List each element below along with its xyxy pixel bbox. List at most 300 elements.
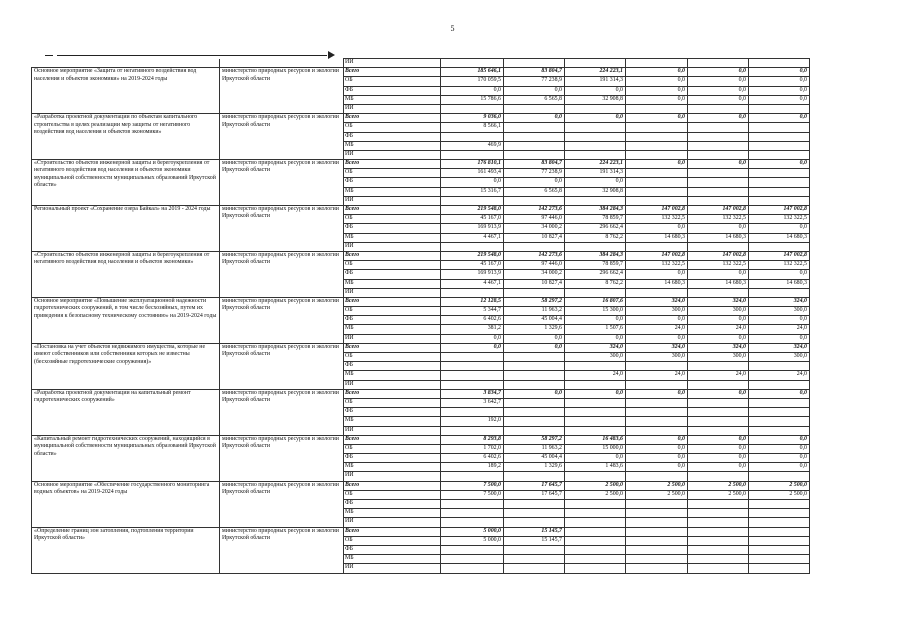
- amount-cell: 34 000,2: [504, 224, 565, 233]
- amount-cell: 0,0: [749, 68, 810, 77]
- amount-cell: 4 467,1: [441, 279, 504, 288]
- table-row: [32, 59, 810, 68]
- amount-cell: 0,0: [504, 86, 565, 95]
- amount-cell: 384 284,3: [565, 251, 626, 260]
- amount-cell: [441, 564, 504, 573]
- budget-table: [31, 58, 810, 574]
- amount-cell: 0,0: [749, 160, 810, 169]
- amount-cell: [441, 545, 504, 554]
- funding-source-code: ФБ: [344, 408, 441, 417]
- table-cell: [749, 59, 810, 68]
- funding-source-code: МБ: [344, 417, 441, 426]
- amount-cell: [504, 104, 565, 113]
- amount-cell: 142 273,6: [504, 206, 565, 215]
- amount-cell: [749, 288, 810, 297]
- amount-cell: [504, 545, 565, 554]
- amount-cell: [504, 426, 565, 435]
- funding-source-code: ИИ: [344, 518, 441, 527]
- amount-cell: [441, 150, 504, 159]
- responsible-organization: министерство природных ресурсов и экологии Иркутской области: [220, 527, 344, 573]
- amount-cell: [626, 509, 688, 518]
- amount-cell: 324,0: [749, 343, 810, 352]
- amount-cell: 296 662,4: [565, 224, 626, 233]
- amount-cell: 45 167,0: [441, 261, 504, 270]
- funding-source-code: ОБ: [344, 536, 441, 545]
- amount-cell: 6 565,8: [504, 187, 565, 196]
- amount-cell: [441, 380, 504, 389]
- amount-cell: 300,0: [688, 307, 749, 316]
- responsible-organization: министерство природных ресурсов и экологии Иркутской области: [220, 297, 344, 343]
- amount-cell: 45 004,4: [504, 454, 565, 463]
- funding-source-code: ФБ: [344, 178, 441, 187]
- amount-cell: 0,0: [749, 334, 810, 343]
- amount-cell: 3 642,7: [441, 398, 504, 407]
- amount-cell: [565, 150, 626, 159]
- funding-source-code: ИИ: [344, 242, 441, 251]
- amount-cell: 5 000,0: [441, 536, 504, 545]
- amount-cell: 15 316,7: [441, 187, 504, 196]
- amount-cell: [565, 132, 626, 141]
- amount-cell: 14 680,3: [688, 233, 749, 242]
- amount-cell: 8 293,8: [441, 435, 504, 444]
- amount-cell: 14 680,3: [688, 279, 749, 288]
- table-cell: [441, 59, 504, 68]
- amount-cell: 2 500,0: [626, 481, 688, 490]
- amount-cell: 189,2: [441, 463, 504, 472]
- amount-cell: [749, 426, 810, 435]
- funding-source-code: МБ: [344, 463, 441, 472]
- funding-source-code: ФБ: [344, 86, 441, 95]
- amount-cell: 17 645,7: [504, 481, 565, 490]
- amount-cell: 5 000,0: [441, 527, 504, 536]
- page-number: 5: [450, 24, 455, 33]
- amount-cell: [626, 472, 688, 481]
- amount-cell: [565, 536, 626, 545]
- funding-source-code: ОБ: [344, 490, 441, 499]
- funding-source-code: ИИ: [344, 59, 441, 68]
- amount-cell: 32 908,8: [565, 95, 626, 104]
- amount-cell: 24,0: [626, 371, 688, 380]
- amount-cell: 15 000,0: [565, 444, 626, 453]
- amount-cell: [504, 196, 565, 205]
- amount-cell: [688, 527, 749, 536]
- amount-cell: 2 500,0: [749, 481, 810, 490]
- amount-cell: [441, 426, 504, 435]
- amount-cell: 381,2: [441, 325, 504, 334]
- amount-cell: [688, 132, 749, 141]
- amount-cell: 185 646,1: [441, 68, 504, 77]
- amount-cell: 0,0: [565, 114, 626, 123]
- funding-source-code: Всего: [344, 481, 441, 490]
- table-row: [32, 389, 810, 398]
- funding-source-code: Всего: [344, 297, 441, 306]
- amount-cell: 0,0: [749, 270, 810, 279]
- amount-cell: 15 786,6: [441, 95, 504, 104]
- amount-cell: 16 483,6: [565, 435, 626, 444]
- amount-cell: [504, 564, 565, 573]
- amount-cell: [749, 417, 810, 426]
- amount-cell: [749, 362, 810, 371]
- amount-cell: [688, 141, 749, 150]
- amount-cell: [749, 564, 810, 573]
- table-row: [32, 343, 810, 352]
- amount-cell: 0,0: [441, 343, 504, 352]
- amount-cell: 0,0: [626, 334, 688, 343]
- amount-cell: 3 834,7: [441, 389, 504, 398]
- responsible-organization: министерство природных ресурсов и экологии Иркутской области: [220, 160, 344, 206]
- amount-cell: [504, 518, 565, 527]
- funding-source-code: Всего: [344, 68, 441, 77]
- amount-cell: 17 645,7: [504, 490, 565, 499]
- table-cell: [32, 59, 220, 68]
- amount-cell: [688, 242, 749, 251]
- table-row: [32, 206, 810, 215]
- amount-cell: [626, 518, 688, 527]
- amount-cell: 191 314,3: [565, 169, 626, 178]
- table-cell: [504, 59, 565, 68]
- funding-source-code: ИИ: [344, 472, 441, 481]
- amount-cell: 324,0: [688, 343, 749, 352]
- amount-cell: 191 314,3: [565, 77, 626, 86]
- responsible-organization: министерство природных ресурсов и экологии Иркутской области: [220, 435, 344, 481]
- amount-cell: 24,0: [749, 325, 810, 334]
- amount-cell: [688, 408, 749, 417]
- amount-cell: 0,0: [688, 389, 749, 398]
- amount-cell: 78 859,7: [565, 261, 626, 270]
- amount-cell: [626, 555, 688, 564]
- amount-cell: 170 059,5: [441, 77, 504, 86]
- amount-cell: 0,0: [565, 454, 626, 463]
- amount-cell: 0,0: [688, 316, 749, 325]
- amount-cell: [626, 500, 688, 509]
- amount-cell: 0,0: [749, 454, 810, 463]
- amount-cell: [626, 288, 688, 297]
- amount-cell: [441, 518, 504, 527]
- amount-cell: 300,0: [626, 307, 688, 316]
- funding-source-code: ФБ: [344, 224, 441, 233]
- table-row: [32, 297, 810, 306]
- funding-source-code: МБ: [344, 233, 441, 242]
- amount-cell: 0,0: [688, 270, 749, 279]
- amount-cell: [565, 417, 626, 426]
- amount-cell: [626, 564, 688, 573]
- table-cell: [688, 59, 749, 68]
- amount-cell: 83 804,7: [504, 160, 565, 169]
- amount-cell: 16 807,6: [565, 297, 626, 306]
- amount-cell: 11 963,2: [504, 307, 565, 316]
- amount-cell: 6 402,6: [441, 316, 504, 325]
- amount-cell: 192,0: [441, 417, 504, 426]
- activity-name: Региональный проект «Сохранение озера Байкал» на 2019 - 2024 годы: [32, 206, 220, 252]
- amount-cell: [504, 472, 565, 481]
- amount-cell: [688, 362, 749, 371]
- amount-cell: [688, 398, 749, 407]
- funding-source-code: ОБ: [344, 398, 441, 407]
- amount-cell: 4 467,1: [441, 233, 504, 242]
- amount-cell: [565, 426, 626, 435]
- amount-cell: 0,0: [688, 86, 749, 95]
- amount-cell: [749, 398, 810, 407]
- amount-cell: 176 810,1: [441, 160, 504, 169]
- funding-source-code: ФБ: [344, 500, 441, 509]
- activity-name: «Разработка проектной документации на капитальный ремонт гидротехнических сооружений»: [32, 389, 220, 435]
- funding-source-code: Всего: [344, 435, 441, 444]
- amount-cell: 12 128,5: [441, 297, 504, 306]
- amount-cell: 0,0: [688, 463, 749, 472]
- funding-source-code: ОБ: [344, 261, 441, 270]
- arrow-line: [57, 55, 327, 56]
- amount-cell: 0,0: [565, 334, 626, 343]
- activity-name: «Строительство объектов инженерной защиты и берегоукрепления от негативного воздействия вод населения и объектов экономики муниципальной собственности муниципальных образований Иркутской области»: [32, 160, 220, 206]
- table-row: [32, 251, 810, 260]
- amount-cell: 147 002,8: [626, 206, 688, 215]
- funding-source-code: МБ: [344, 555, 441, 564]
- amount-cell: 0,0: [688, 77, 749, 86]
- amount-cell: [504, 500, 565, 509]
- amount-cell: 0,0: [749, 444, 810, 453]
- amount-cell: 0,0: [504, 334, 565, 343]
- amount-cell: 384 284,3: [565, 206, 626, 215]
- amount-cell: [688, 564, 749, 573]
- amount-cell: [688, 150, 749, 159]
- activity-name: «Капитальный ремонт гидротехнических сооружений, находящийся в муниципальной собственности муниципальных образований Иркутской области»: [32, 435, 220, 481]
- activity-name: «Постановка на учет объектов недвижимого имущества, которые не имеют собственников или собственники которых не известны (бесхозяйные гидротехнические сооружения)»: [32, 343, 220, 389]
- amount-cell: 10 827,4: [504, 279, 565, 288]
- amount-cell: [441, 408, 504, 417]
- amount-cell: 0,0: [441, 334, 504, 343]
- amount-cell: [441, 196, 504, 205]
- amount-cell: [504, 398, 565, 407]
- amount-cell: 0,0: [626, 224, 688, 233]
- amount-cell: 14 680,3: [749, 279, 810, 288]
- amount-cell: 300,0: [749, 307, 810, 316]
- amount-cell: 0,0: [688, 68, 749, 77]
- table-row: [32, 114, 810, 123]
- amount-cell: 2 500,0: [565, 481, 626, 490]
- amount-cell: [688, 518, 749, 527]
- amount-cell: [749, 555, 810, 564]
- amount-cell: 0,0: [749, 316, 810, 325]
- amount-cell: 15 145,7: [504, 536, 565, 545]
- funding-source-code: Всего: [344, 114, 441, 123]
- table-row: [32, 68, 810, 77]
- amount-cell: 9 036,0: [441, 114, 504, 123]
- amount-cell: [441, 509, 504, 518]
- amount-cell: [565, 380, 626, 389]
- amount-cell: 2 500,0: [565, 490, 626, 499]
- amount-cell: 45 167,0: [441, 215, 504, 224]
- amount-cell: [749, 150, 810, 159]
- amount-cell: [749, 536, 810, 545]
- responsible-organization: министерство природных ресурсов и экологии Иркутской области: [220, 343, 344, 389]
- funding-source-code: Всего: [344, 389, 441, 398]
- amount-cell: 45 004,4: [504, 316, 565, 325]
- amount-cell: [626, 362, 688, 371]
- amount-cell: 1 329,6: [504, 325, 565, 334]
- amount-cell: 324,0: [749, 297, 810, 306]
- funding-source-code: МБ: [344, 279, 441, 288]
- amount-cell: 15 300,0: [565, 307, 626, 316]
- amount-cell: 0,0: [688, 454, 749, 463]
- amount-cell: 0,0: [626, 463, 688, 472]
- amount-cell: [565, 196, 626, 205]
- amount-cell: [688, 187, 749, 196]
- amount-cell: 132 322,5: [749, 261, 810, 270]
- amount-cell: [626, 104, 688, 113]
- amount-cell: 0,0: [626, 77, 688, 86]
- amount-cell: 11 963,2: [504, 444, 565, 453]
- amount-cell: [504, 242, 565, 251]
- amount-cell: [441, 288, 504, 297]
- responsible-organization: министерство природных ресурсов и экологии Иркутской области: [220, 481, 344, 527]
- amount-cell: [626, 527, 688, 536]
- amount-cell: [688, 426, 749, 435]
- amount-cell: 7 500,0: [441, 490, 504, 499]
- amount-cell: [688, 500, 749, 509]
- funding-source-code: МБ: [344, 325, 441, 334]
- amount-cell: [441, 353, 504, 362]
- amount-cell: 6 565,8: [504, 95, 565, 104]
- amount-cell: 6 402,6: [441, 454, 504, 463]
- amount-cell: 324,0: [626, 343, 688, 352]
- amount-cell: [441, 104, 504, 113]
- amount-cell: 219 548,0: [441, 206, 504, 215]
- amount-cell: 8 762,2: [565, 279, 626, 288]
- amount-cell: 0,0: [504, 343, 565, 352]
- amount-cell: 1 329,6: [504, 463, 565, 472]
- amount-cell: 0,0: [749, 224, 810, 233]
- amount-cell: [626, 417, 688, 426]
- funding-source-code: ИИ: [344, 104, 441, 113]
- funding-source-code: ФБ: [344, 316, 441, 325]
- amount-cell: 8 762,2: [565, 233, 626, 242]
- activity-name: Основное мероприятие «Защита от негативного воздействия вод населения и объектов экономики» на 2019-2024 годы: [32, 68, 220, 114]
- amount-cell: [749, 380, 810, 389]
- funding-source-code: ОБ: [344, 169, 441, 178]
- amount-cell: 0,0: [749, 95, 810, 104]
- amount-cell: [626, 536, 688, 545]
- amount-cell: [441, 472, 504, 481]
- amount-cell: 0,0: [749, 86, 810, 95]
- amount-cell: [441, 371, 504, 380]
- amount-cell: [441, 362, 504, 371]
- amount-cell: [626, 123, 688, 132]
- amount-cell: 0,0: [504, 389, 565, 398]
- amount-cell: [626, 380, 688, 389]
- amount-cell: [688, 417, 749, 426]
- funding-source-code: ОБ: [344, 307, 441, 316]
- amount-cell: 0,0: [565, 86, 626, 95]
- amount-cell: 147 002,8: [749, 206, 810, 215]
- amount-cell: [504, 408, 565, 417]
- amount-cell: [565, 518, 626, 527]
- funding-source-code: Всего: [344, 160, 441, 169]
- amount-cell: [565, 564, 626, 573]
- amount-cell: [688, 536, 749, 545]
- amount-cell: [688, 509, 749, 518]
- amount-cell: 0,0: [626, 435, 688, 444]
- responsible-organization: министерство природных ресурсов и экологии Иркутской области: [220, 114, 344, 160]
- amount-cell: 0,0: [626, 454, 688, 463]
- amount-cell: [504, 555, 565, 564]
- amount-cell: [626, 187, 688, 196]
- amount-cell: 0,0: [626, 389, 688, 398]
- amount-cell: [565, 242, 626, 251]
- amount-cell: 0,0: [626, 316, 688, 325]
- amount-cell: [749, 132, 810, 141]
- amount-cell: 0,0: [688, 334, 749, 343]
- amount-cell: 0,0: [688, 160, 749, 169]
- funding-source-code: ОБ: [344, 77, 441, 86]
- amount-cell: 147 002,8: [626, 251, 688, 260]
- funding-source-code: ФБ: [344, 270, 441, 279]
- table-cell: [220, 59, 344, 68]
- amount-cell: 77 238,9: [504, 77, 565, 86]
- funding-source-code: Всего: [344, 343, 441, 352]
- amount-cell: 32 908,8: [565, 187, 626, 196]
- amount-cell: [749, 527, 810, 536]
- amount-cell: [749, 169, 810, 178]
- arrow-tail-mark: [45, 55, 53, 56]
- amount-cell: 0,0: [441, 178, 504, 187]
- amount-cell: [626, 398, 688, 407]
- amount-cell: 147 002,8: [688, 206, 749, 215]
- amount-cell: 0,0: [688, 444, 749, 453]
- amount-cell: [626, 169, 688, 178]
- amount-cell: 0,0: [626, 95, 688, 104]
- amount-cell: [626, 178, 688, 187]
- funding-source-code: МБ: [344, 187, 441, 196]
- amount-cell: [565, 509, 626, 518]
- activity-name: Основное мероприятие «Обеспечение государственного мониторинга водных объектов» на 2019-2024 годы: [32, 481, 220, 527]
- amount-cell: 0,0: [749, 435, 810, 444]
- amount-cell: [749, 518, 810, 527]
- amount-cell: [565, 472, 626, 481]
- amount-cell: [504, 362, 565, 371]
- funding-source-code: ИИ: [344, 380, 441, 389]
- amount-cell: [749, 472, 810, 481]
- amount-cell: [565, 362, 626, 371]
- amount-cell: 0,0: [441, 86, 504, 95]
- amount-cell: [626, 132, 688, 141]
- amount-cell: 0,0: [626, 160, 688, 169]
- amount-cell: 2 500,0: [688, 481, 749, 490]
- amount-cell: 300,0: [749, 353, 810, 362]
- amount-cell: 14 680,3: [749, 233, 810, 242]
- amount-cell: [688, 196, 749, 205]
- amount-cell: 300,0: [565, 353, 626, 362]
- funding-source-code: ФБ: [344, 545, 441, 554]
- amount-cell: [749, 545, 810, 554]
- amount-cell: 2 500,0: [626, 490, 688, 499]
- amount-cell: [441, 555, 504, 564]
- amount-cell: 0,0: [688, 95, 749, 104]
- amount-cell: 1 483,6: [565, 463, 626, 472]
- amount-cell: 0,0: [626, 68, 688, 77]
- funding-source-code: ОБ: [344, 123, 441, 132]
- amount-cell: 34 000,2: [504, 270, 565, 279]
- funding-source-code: ИИ: [344, 564, 441, 573]
- amount-cell: [504, 288, 565, 297]
- amount-cell: 2 500,0: [749, 490, 810, 499]
- amount-cell: [626, 426, 688, 435]
- amount-cell: 7 500,0: [441, 481, 504, 490]
- amount-cell: [504, 380, 565, 389]
- amount-cell: 324,0: [688, 297, 749, 306]
- amount-cell: [565, 123, 626, 132]
- amount-cell: [504, 353, 565, 362]
- amount-cell: 2 500,0: [688, 490, 749, 499]
